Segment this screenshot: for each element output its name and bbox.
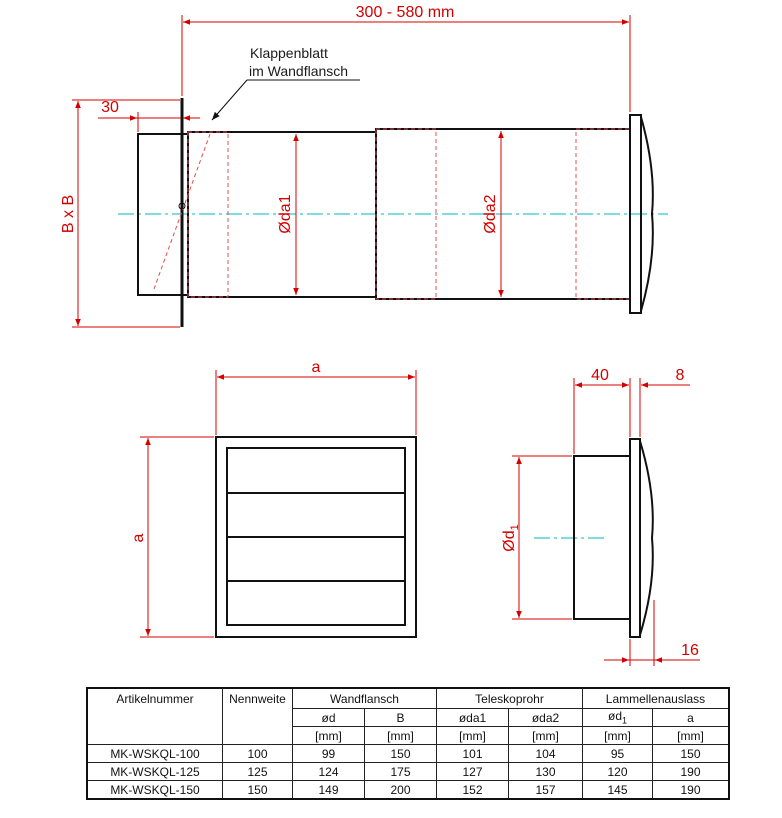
dim-bxb-label: B x B xyxy=(60,194,77,234)
cell-da1: 152 xyxy=(437,781,509,799)
dim-da1-label: Øda1 xyxy=(277,194,294,234)
annotation-line1: Klappenblatt xyxy=(250,45,328,61)
cell-artikel: MK-WSKQL-100 xyxy=(88,745,223,763)
table-header-row xyxy=(88,689,729,709)
dim-40-label: 40 xyxy=(591,367,609,384)
dim-a-h-label: a xyxy=(311,359,321,376)
cell-d: 149 xyxy=(293,781,365,799)
outlet-face-cap xyxy=(640,441,653,635)
unit-cell: [mm] xyxy=(653,727,729,745)
subheader-d: ød xyxy=(293,709,365,727)
subheader-da1: øda1 xyxy=(437,709,509,727)
cell-da1: 101 xyxy=(437,745,509,763)
dim-30-label: 30 xyxy=(101,99,119,116)
dim-16-label: 16 xyxy=(681,642,699,659)
unit-cell: [mm] xyxy=(583,727,653,745)
dim-d1-label xyxy=(501,524,521,551)
dim-a-v-label: a xyxy=(130,533,147,543)
subheader-d1-subscript: 1 xyxy=(622,715,628,726)
outlet-face-plate xyxy=(630,439,640,637)
cell-b: 200 xyxy=(365,781,437,799)
subheader-da2: øda2 xyxy=(509,709,583,727)
dim-length-label: 300 - 580 mm xyxy=(355,4,455,21)
cell-artikel: MK-WSKQL-125 xyxy=(88,763,223,781)
cell-nennweite: 100 xyxy=(223,745,293,763)
cell-da2: 130 xyxy=(509,763,583,781)
cell-b: 150 xyxy=(365,745,437,763)
header-lamellenauslass: Lammellenauslass xyxy=(583,689,729,709)
cell-da2: 157 xyxy=(509,781,583,799)
cell-da2: 104 xyxy=(509,745,583,763)
dim-d1-main: Ød xyxy=(501,530,518,552)
unit-cell: [mm] xyxy=(293,727,365,745)
header-artikelnummer: Artikelnummer xyxy=(88,689,223,745)
table-row xyxy=(88,745,729,763)
dim-d1-subscript: 1 xyxy=(509,524,521,531)
annotation-line2: im Wandflansch xyxy=(249,63,349,79)
cell-a: 190 xyxy=(653,763,729,781)
table-row xyxy=(88,763,729,781)
cell-da1: 127 xyxy=(437,763,509,781)
spec-table xyxy=(87,688,729,799)
subheader-b: B xyxy=(365,709,437,727)
cell-nennweite: 150 xyxy=(223,781,293,799)
unit-cell: [mm] xyxy=(437,727,509,745)
cell-d1: 120 xyxy=(583,763,653,781)
dim-8-label: 8 xyxy=(675,367,685,384)
subheader-a: a xyxy=(653,709,729,727)
unit-cell: [mm] xyxy=(509,727,583,745)
outlet-side-view xyxy=(501,367,700,666)
cell-a: 150 xyxy=(653,745,729,763)
unit-cell: [mm] xyxy=(365,727,437,745)
cell-d1: 95 xyxy=(583,745,653,763)
dim-da2-label: Øda2 xyxy=(482,194,499,234)
header-wandflansch: Wandflansch xyxy=(293,689,437,709)
subheader-d1-main: ød xyxy=(607,709,622,724)
subheader-d1 xyxy=(583,709,653,727)
header-teleskoprohr: Teleskoprohr xyxy=(437,689,583,709)
cell-a: 190 xyxy=(653,781,729,799)
cell-artikel: MK-WSKQL-150 xyxy=(88,781,223,799)
annotation-leader xyxy=(212,80,247,120)
cell-nennweite: 125 xyxy=(223,763,293,781)
table-row xyxy=(88,781,729,799)
side-view xyxy=(60,4,668,327)
header-nennweite: Nennweite xyxy=(223,689,293,745)
cell-b: 175 xyxy=(365,763,437,781)
cell-d: 99 xyxy=(293,745,365,763)
cell-d1: 145 xyxy=(583,781,653,799)
cell-d: 124 xyxy=(293,763,365,781)
front-view xyxy=(130,359,416,637)
